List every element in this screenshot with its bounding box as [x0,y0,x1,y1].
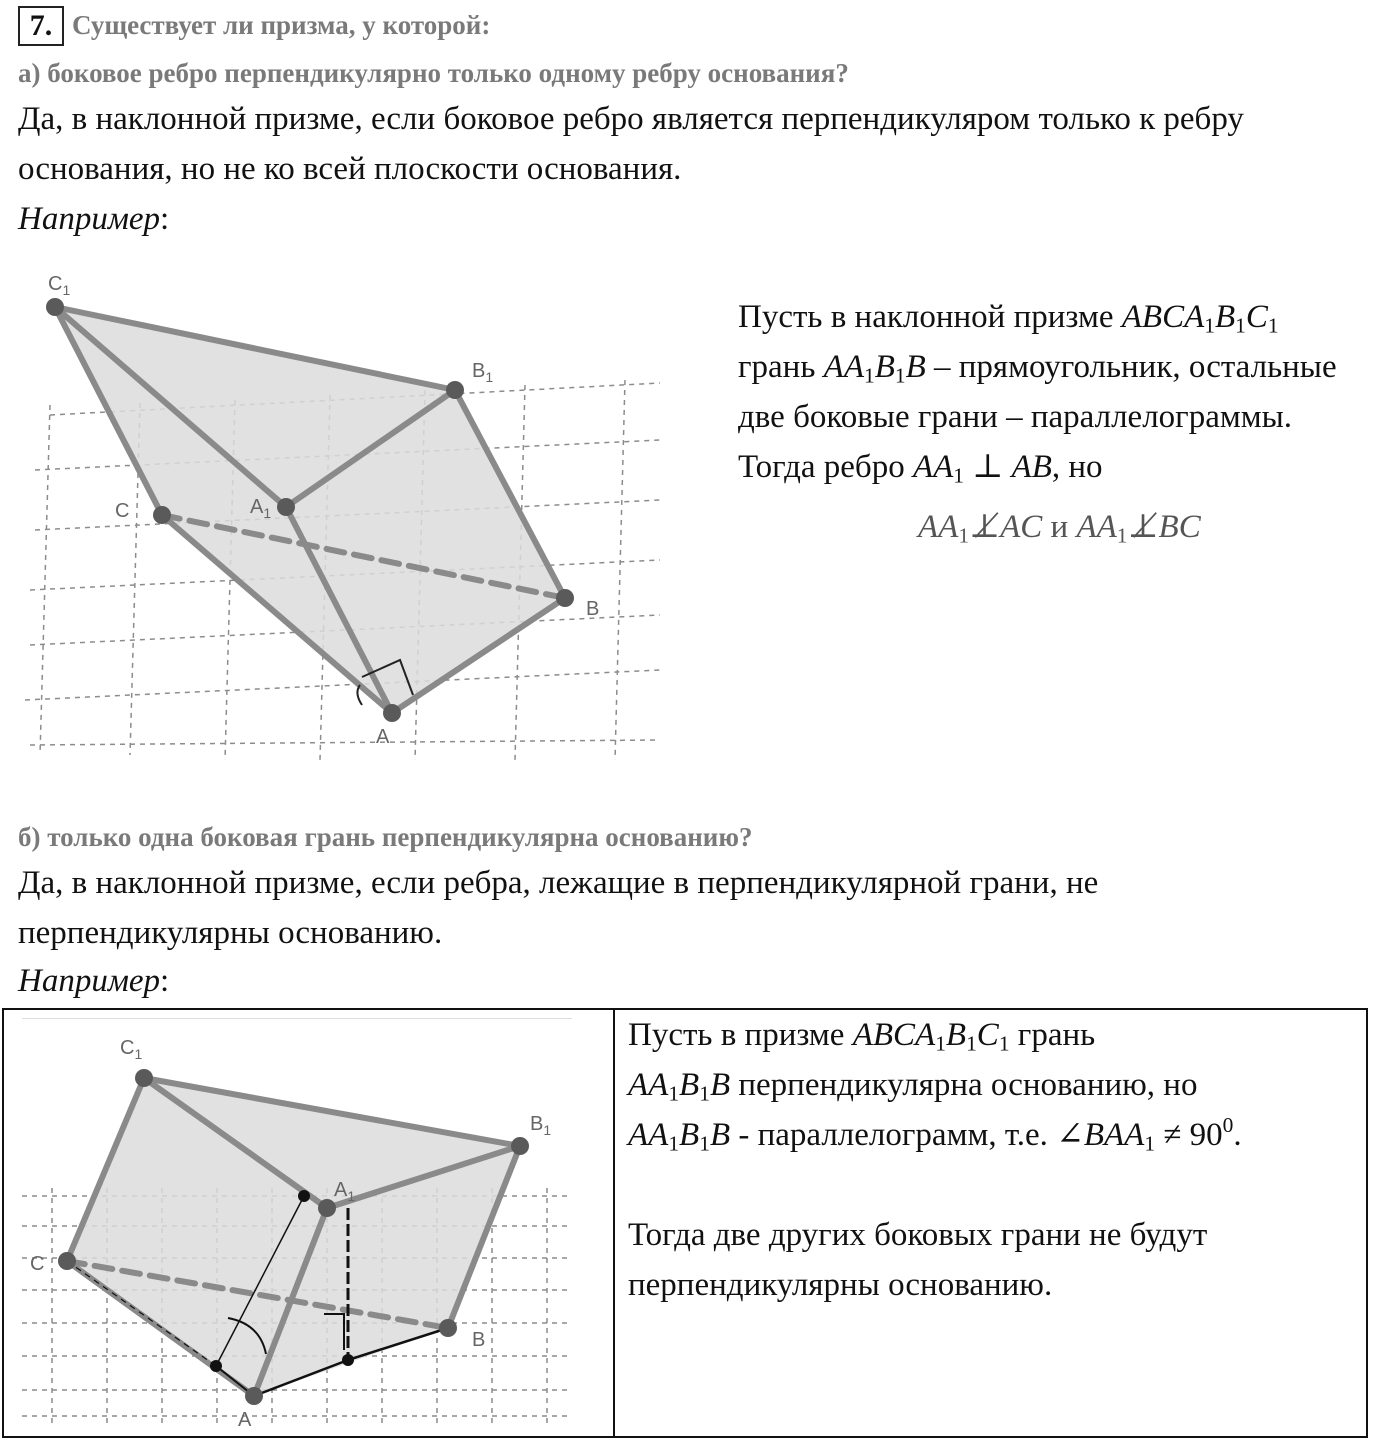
label-c-a: C [115,500,130,522]
task-number: 7. [18,6,64,46]
figure-prism-b [12,1018,607,1434]
figure-prism-a [10,265,670,770]
label-b1-a: $B_1$ [472,360,494,385]
part-a-expl-line5: $AA_1\perp̸AC$ и $AA_1\perp̸BC$ [918,509,1201,548]
part-b-table-divider [613,1008,615,1438]
label-c1-b: $C_1$ [120,1037,143,1062]
part-b-question: б) только одна боковая грань перпендикулярна основанию? [18,822,753,852]
part-a-example-label: Например: [18,201,170,237]
part-b-expl-line3: $AA_1B_1B$ - параллелограмм, т.е. $\angle BAA_1 \ne 90^0$. [628,1113,1242,1156]
part-b-expl-line4: Тогда две других боковых грани не будут [628,1217,1208,1253]
part-a-answer-line1: Да, в наклонной призме, если боковое ребро является перпендикуляром только к ребру [18,101,1244,137]
part-b-answer-line1: Да, в наклонной призме, если ребра, лежащие в перпендикулярной грани, не [18,865,1099,901]
part-b-expl-line2: $AA_1B_1B$ перпендикулярна основанию, но [628,1067,1198,1106]
part-a-answer-line2: основания, но не ко всей плоскости основания. [18,151,682,187]
label-b-b: B [472,1329,486,1351]
part-b-expl-line1: Пусть в призме $ABCA_1B_1C_1$ грань [628,1017,1096,1056]
label-a1-a: $A_1$ [250,496,272,521]
part-a-question: а) боковое ребро перпендикулярно только одному ребру основания? [18,58,849,88]
label-a1-b: $A_1$ [334,1179,356,1204]
label-a-a: A [376,726,390,748]
task-question: Существует ли призма, у которой: [72,10,491,40]
prism-body-b [67,1078,520,1396]
part-b-answer-line2: перпендикулярны основанию. [18,915,443,951]
part-b-expl-line5: перпендикулярны основанию. [628,1267,1053,1303]
part-a-expl-line2: грань $AA_1B_1B$ – прямоугольник, остальные [738,349,1337,388]
part-a-expl-line3: две боковые грани – параллелограммы. [738,399,1293,435]
part-a-expl-line1: Пусть в наклонной призме $ABCA_1B_1C_1$ [738,299,1279,338]
label-b-a: B [586,598,600,620]
label-a-b: A [238,1409,252,1431]
label-c1-a: $C_1$ [48,273,71,298]
part-b-example-label: Например: [18,963,170,999]
label-b1-b: $B_1$ [530,1113,552,1138]
part-a-expl-line4: Тогда ребро $AA_1$ ⊥ AB, но [738,449,1103,488]
label-c-b: C [30,1253,45,1275]
